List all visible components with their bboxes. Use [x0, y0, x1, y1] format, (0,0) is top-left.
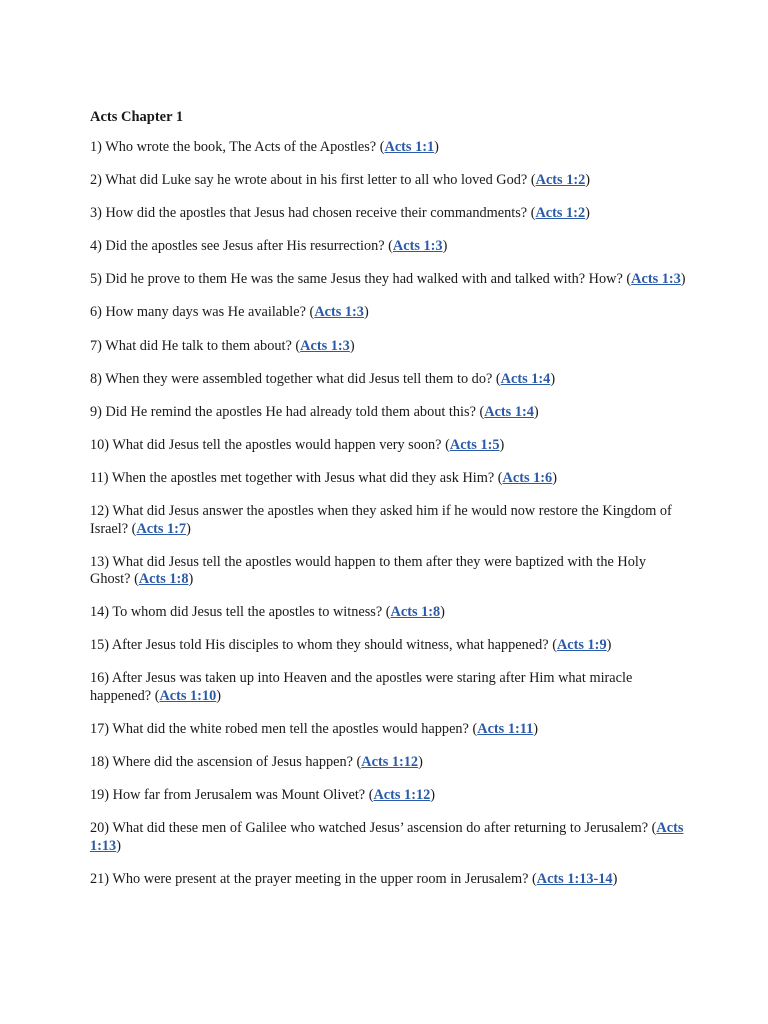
scripture-reference-link[interactable]: Acts 1:4	[500, 370, 551, 387]
question-text: 7) What did He talk to them about? (	[90, 337, 301, 354]
question-text: 12) What did Jesus answer the apostles when they asked him if he would now restore the Kingdom of Israel? (	[90, 503, 672, 537]
question-item	[90, 787, 690, 805]
scripture-reference-link[interactable]: Acts 1:5	[449, 436, 500, 453]
closing-paren: )	[585, 172, 591, 189]
question-item	[90, 503, 690, 538]
scripture-reference-link[interactable]: Acts 1:4	[484, 403, 534, 420]
scripture-reference-link[interactable]: Acts 1:9	[556, 637, 607, 654]
question-item	[90, 637, 690, 655]
question-text: 2) What did Luke say he wrote about in his first letter to all who loved God? (	[90, 172, 536, 189]
question-text: 11) When the apostles met together with Jesus what did they ask Him? (	[90, 469, 503, 486]
question-text: 15) After Jesus told His disciples to whom they should witness, what happened? (	[90, 637, 557, 654]
closing-paren: )	[349, 337, 355, 354]
closing-paren: )	[440, 604, 445, 621]
question-item	[90, 554, 690, 589]
question-text: 6) How many days was He available? (	[90, 304, 315, 321]
document-page	[90, 108, 690, 904]
scripture-reference-link[interactable]: Acts 1:10	[159, 687, 217, 704]
closing-paren: )	[116, 837, 121, 854]
question-item	[90, 670, 690, 705]
question-text: 4) Did the apostles see Jesus after His resurrection? (	[90, 238, 393, 255]
closing-paren: )	[418, 754, 423, 771]
scripture-reference-link[interactable]: Acts 1:13	[90, 820, 684, 854]
scripture-reference-link[interactable]: Acts 1:8	[390, 604, 441, 621]
scripture-reference-link[interactable]: Acts 1:3	[631, 271, 681, 288]
question-text: 8) When they were assembled together what did Jesus tell them to do? (	[90, 370, 501, 387]
closing-paren: )	[612, 870, 618, 887]
question-text: 16) After Jesus was taken up into Heaven and the apostles were staring after Him what miracle happened? (	[90, 670, 633, 704]
closing-paren: )	[606, 637, 612, 654]
question-item	[90, 437, 690, 455]
question-item	[90, 172, 690, 190]
scripture-reference-link[interactable]: Acts 1:13-14	[536, 870, 613, 887]
question-text: 19) How far from Jerusalem was Mount Olivet? (	[90, 787, 374, 804]
question-item	[90, 338, 690, 356]
question-item	[90, 371, 690, 389]
closing-paren: )	[434, 139, 439, 155]
scripture-reference-link[interactable]: Acts 1:2	[535, 205, 586, 222]
question-item	[90, 871, 690, 889]
closing-paren: )	[188, 571, 194, 588]
scripture-reference-link[interactable]: Acts 1:1	[384, 139, 435, 155]
question-text: 9) Did He remind the apostles He had already told them about this? (	[90, 403, 485, 420]
question-item	[90, 238, 690, 256]
scripture-reference-link[interactable]: Acts 1:6	[502, 469, 553, 486]
question-text: 17) What did the white robed men tell the apostles would happen? (	[90, 721, 478, 737]
closing-paren: )	[533, 721, 539, 737]
scripture-reference-link[interactable]: Acts 1:3	[300, 337, 350, 354]
closing-paren: )	[499, 436, 505, 453]
question-item	[90, 604, 690, 622]
scripture-reference-link[interactable]: Acts 1:12	[373, 787, 431, 804]
question-item	[90, 820, 690, 855]
scripture-reference-link[interactable]: Acts 1:7	[136, 520, 187, 537]
question-text: 21) Who were present at the prayer meeting in the upper room in Jerusalem? (	[90, 870, 537, 887]
closing-paren: )	[216, 687, 222, 704]
scripture-reference-link[interactable]: Acts 1:3	[314, 304, 364, 321]
question-list	[90, 139, 690, 888]
question-item	[90, 721, 690, 739]
question-text: 1) Who wrote the book, The Acts of the Apostles? (	[90, 139, 385, 155]
question-item	[90, 304, 690, 322]
question-text: 18) Where did the ascension of Jesus happen? (	[90, 754, 362, 771]
question-item	[90, 271, 690, 289]
closing-paren: )	[186, 520, 191, 537]
document-title: Acts Chapter 1	[90, 109, 184, 125]
scripture-reference-link[interactable]: Acts 1:11	[477, 721, 534, 737]
question-item	[90, 754, 690, 772]
closing-paren: )	[585, 205, 590, 222]
closing-paren: )	[533, 403, 539, 420]
scripture-reference-link[interactable]: Acts 1:12	[361, 754, 419, 771]
closing-paren: )	[552, 469, 557, 486]
question-text: 13) What did Jesus tell the apostles would happen to them after they were baptized with the Holy Ghost? (	[90, 553, 646, 588]
question-item	[90, 404, 690, 422]
question-text: 3) How did the apostles that Jesus had chosen receive their commandments? (	[90, 205, 536, 222]
question-item	[90, 139, 690, 157]
question-item	[90, 205, 690, 223]
scripture-reference-link[interactable]: Acts 1:2	[535, 172, 586, 189]
question-item	[90, 470, 690, 488]
closing-paren: )	[430, 787, 436, 804]
closing-paren: )	[442, 238, 448, 255]
scripture-reference-link[interactable]: Acts 1:8	[138, 571, 189, 588]
closing-paren: )	[363, 304, 369, 321]
closing-paren: )	[680, 271, 686, 288]
question-text: 14) To whom did Jesus tell the apostles to witness? (	[90, 604, 391, 621]
scripture-reference-link[interactable]: Acts 1:3	[392, 238, 443, 255]
question-text: 5) Did he prove to them He was the same Jesus they had walked with and talked with? How? (	[90, 271, 632, 288]
question-text: 10) What did Jesus tell the apostles would happen very soon? (	[90, 436, 450, 453]
question-text: 20) What did these men of Galilee who watched Jesus’ ascension do after returning to Jerusalem? (	[90, 820, 657, 837]
closing-paren: )	[550, 370, 556, 387]
